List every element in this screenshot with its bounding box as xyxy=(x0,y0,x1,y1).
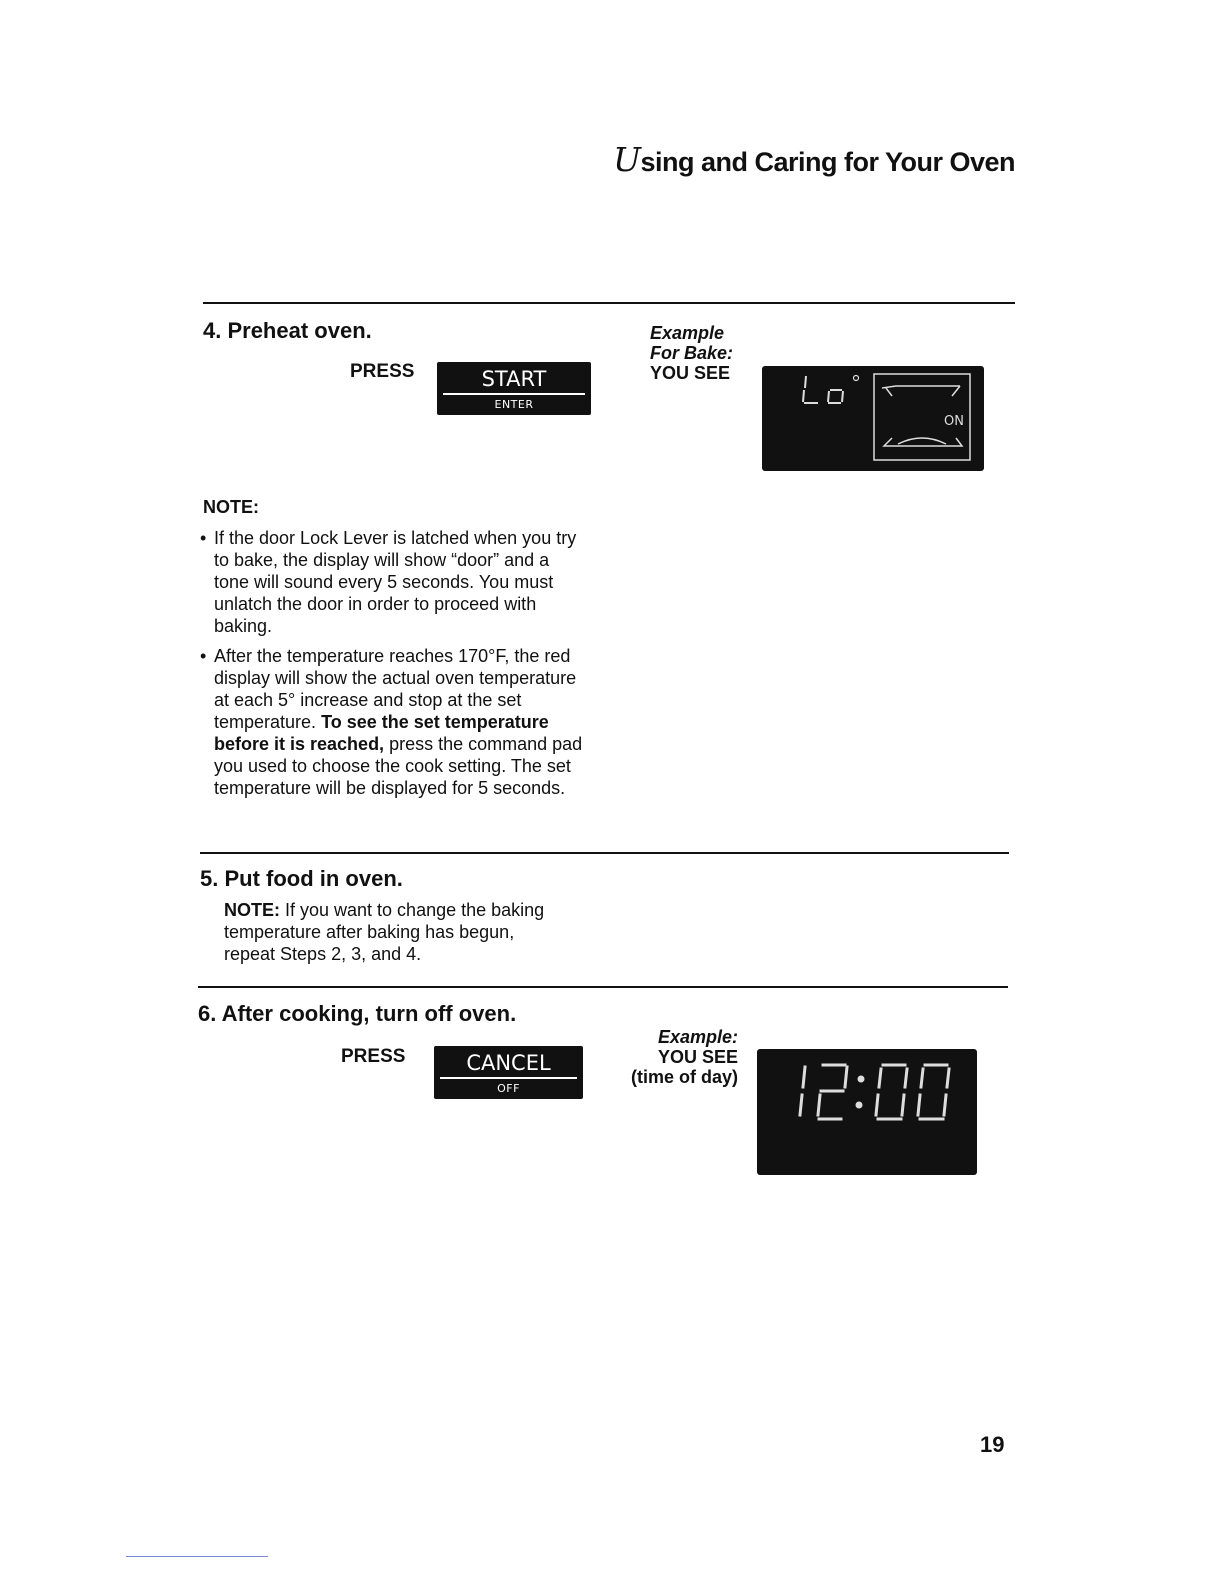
header-initial: U xyxy=(613,140,641,179)
lo-display-graphic xyxy=(762,366,984,471)
oven-display-lo xyxy=(762,366,984,471)
example-for-bake: For Bake: xyxy=(650,343,734,363)
step-4-press-label: PRESS xyxy=(350,361,415,382)
step-5-note-text: If you want to change the baking temperature after baking has begun, repeat Steps 2, 3, and 4. xyxy=(224,900,545,964)
you-see-label: YOU SEE xyxy=(650,363,731,383)
step-4-title: 4. Preheat oven. xyxy=(203,318,372,343)
note-bullet-2-text-a: After the temperature reaches 170°F, the red display will show the actual oven temperature at each 5° increase and stop at the set temperature. xyxy=(214,646,577,732)
off-key-label: OFF xyxy=(497,1082,520,1095)
example-label: Example xyxy=(650,323,725,343)
divider-step-5 xyxy=(200,852,1009,854)
step-6-title: 6. After cooking, turn off oven. xyxy=(198,1001,517,1026)
step-6-example xyxy=(612,1027,738,1087)
start-key-label: START xyxy=(481,367,547,391)
footer-line xyxy=(126,1556,268,1557)
note-bullet-2-bold: To see the set temperature before it is reached, xyxy=(214,712,549,754)
step-4-note-heading: NOTE: xyxy=(203,497,259,517)
you-see-label: YOU SEE xyxy=(657,1047,738,1067)
step-5-note-label: NOTE: xyxy=(224,900,280,920)
step-6-press-label: PRESS xyxy=(341,1046,406,1067)
step-5-note xyxy=(224,899,554,965)
note-bullet-temperature xyxy=(200,645,586,799)
oven-display-clock xyxy=(757,1049,977,1175)
cancel-key-label: CANCEL xyxy=(466,1051,551,1075)
step-5-title: 5. Put food in oven. xyxy=(200,866,403,891)
time-of-day-label: (time of day) xyxy=(630,1067,738,1087)
divider-step-6 xyxy=(198,986,1008,988)
example-label: Example: xyxy=(657,1027,738,1047)
start-enter-key[interactable] xyxy=(437,362,591,415)
page-number: 19 xyxy=(980,1432,1005,1457)
divider-top xyxy=(203,302,1015,304)
step-4-note-list xyxy=(200,527,586,807)
cancel-off-key[interactable] xyxy=(434,1046,583,1099)
note-bullet-2-text-b: press the command pad you used to choose the cook setting. The set temperature will be displayed for 5 seconds. xyxy=(214,734,583,798)
note-bullet-1-text: If the door Lock Lever is latched when you try to bake, the display will show “door” and a tone will sound every 5 seconds. You must unlatch the door in order to proceed with baking. xyxy=(214,528,577,636)
step-4-example xyxy=(650,323,760,383)
display-on-indicator: ON xyxy=(944,414,964,429)
clock-display-graphic xyxy=(757,1049,977,1175)
page-header xyxy=(560,140,1015,179)
enter-key-label: ENTER xyxy=(494,398,534,411)
header-title: sing and Caring for Your Oven xyxy=(640,147,1015,177)
note-bullet-door-lock xyxy=(200,527,586,637)
